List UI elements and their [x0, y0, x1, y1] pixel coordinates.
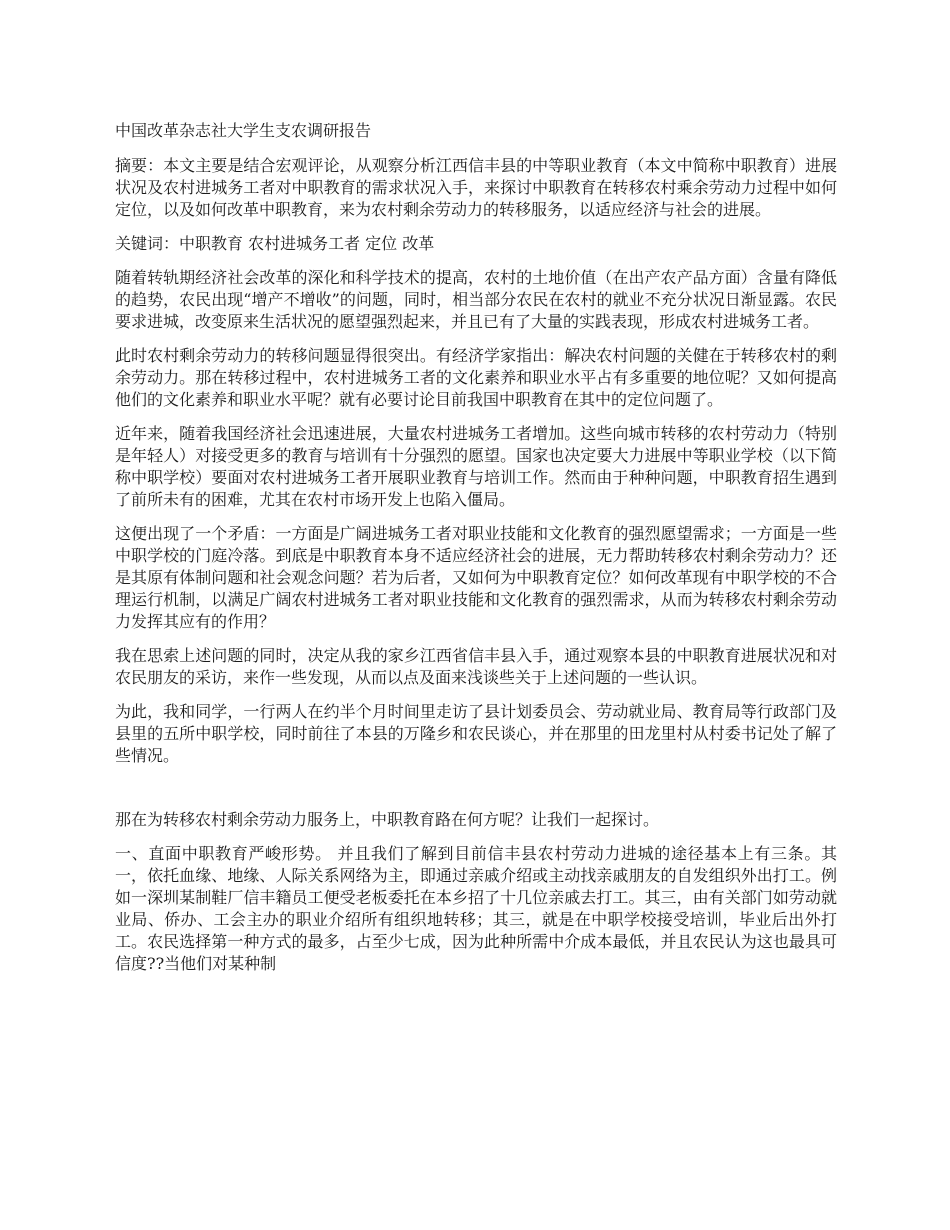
body-paragraph: 我在思索上述问题的同时，决定从我的家乡江西省信丰县入手，通过观察本县的中职教育进展状况和对农民朋友的采访，来作一些发现，从而以点及面来浅谈些关于上述问题的一些认识。	[115, 646, 837, 687]
document-title: 中国改革杂志社大学生支农调研报告	[115, 121, 372, 140]
body-paragraph: 一、直面中职教育严峻形势。 并且我们了解到目前信丰县农村劳动力进城的途径基本上有三条。其一，依托血缘、地缘、人际关系网络为主，即通过亲戚介绍或主动找亲戚朋友的自发组织外出打工。例如一深圳某制鞋厂信丰籍员工便受老板委托在本乡招了十几位亲戚去打工。其三，由有关部门如劳动就业局、侨办、工会主办的职业介绍所有组织地转移；其三，就是在中职学校接受培训，毕业后出外打工。农民选择第一种方式的最多，占至少七成，因为此种所需中介成本最低，并且农民认为这也最具可信度??当他们对某种制	[115, 844, 837, 973]
body-paragraph: 那在为转移农村剩余劳动力服务上，中职教育路在何方呢？让我们一起探讨。	[115, 810, 660, 829]
abstract-paragraph: 摘要：本文主要是结合宏观评论，从观察分析江西信丰县的中等职业教育（本文中简称中职教育）进展状况及农村进城务工者对中职教育的需求状况入手，来探讨中职教育在转移农村乘余劳动力过程中如何定位，以及如何改革中职教育，来为农村剩余劳动力的转移服务，以适应经济与社会的进展。	[115, 156, 837, 219]
body-paragraph: 为此，我和同学，一行两人在约半个月时间里走访了县计划委员会、劳动就业局、教育局等行政部门及县里的五所中职学校，同时前往了本县的万隆乡和农民谈心，并在那里的田龙里村从村委书记处了解了些情况。	[115, 702, 837, 765]
paragraph-gap	[115, 779, 837, 809]
body-paragraph: 此时农村剩余劳动力的转移问题显得很突出。有经济学家指出：解决农村问题的关健在于转移农村的剩余劳动力。那在转移过程中，农村进城务工者的文化素养和职业水平占有多重要的地位呢？又如何提高他们的文化素养和职业水平呢？就有必要讨论目前我国中职教育在其中的定位问题了。	[115, 346, 837, 409]
body-paragraph: 随着转轨期经济社会改革的深化和科学技术的提高，农村的土地价值（在出产农产品方面）含量有降低的趋势，农民出现“增产不增收”的问题，同时，相当部分农民在农村的就业不充分状况日渐显露。农民要求进城，改变原来生活状况的愿望强烈起来，并且已有了大量的实践表现，形成农村进城务工者。	[115, 268, 837, 331]
body-paragraph: 近年来，随着我国经济社会迅速进展，大量农村进城务工者增加。这些向城市转移的农村劳动力（特别是年轻人）对接受更多的教育与培训有十分强烈的愿望。国家也决定要大力进展中等职业学校（以下简称中职学校）要面对农村进城务工者开展职业教育与培训工作。然而由于种种问题，中职教育招生遇到了前所未有的困难，尤其在农村市场开发上也陷入僵局。	[115, 424, 837, 509]
keywords-line: 关键词：中职教育 农村进城务工者 定位 改革	[115, 234, 435, 253]
body-paragraph: 这便出现了一个矛盾：一方面是广阔进城务工者对职业技能和文化教育的强烈愿望需求；一方面是一些中职学校的门庭冷落。到底是中职教育本身不适应经济社会的进展，无力帮助转移农村剩余劳动力？还是其原有体制问题和社会观念问题？若为后者，又如何为中职教育定位？如何改革现有中职学校的不合理运行机制，以满足广阔农村进城务工者对职业技能和文化教育的强烈需求，从而为转移农村剩余劳动力发挥其应有的作用？	[115, 524, 837, 631]
document-page	[115, 120, 837, 987]
